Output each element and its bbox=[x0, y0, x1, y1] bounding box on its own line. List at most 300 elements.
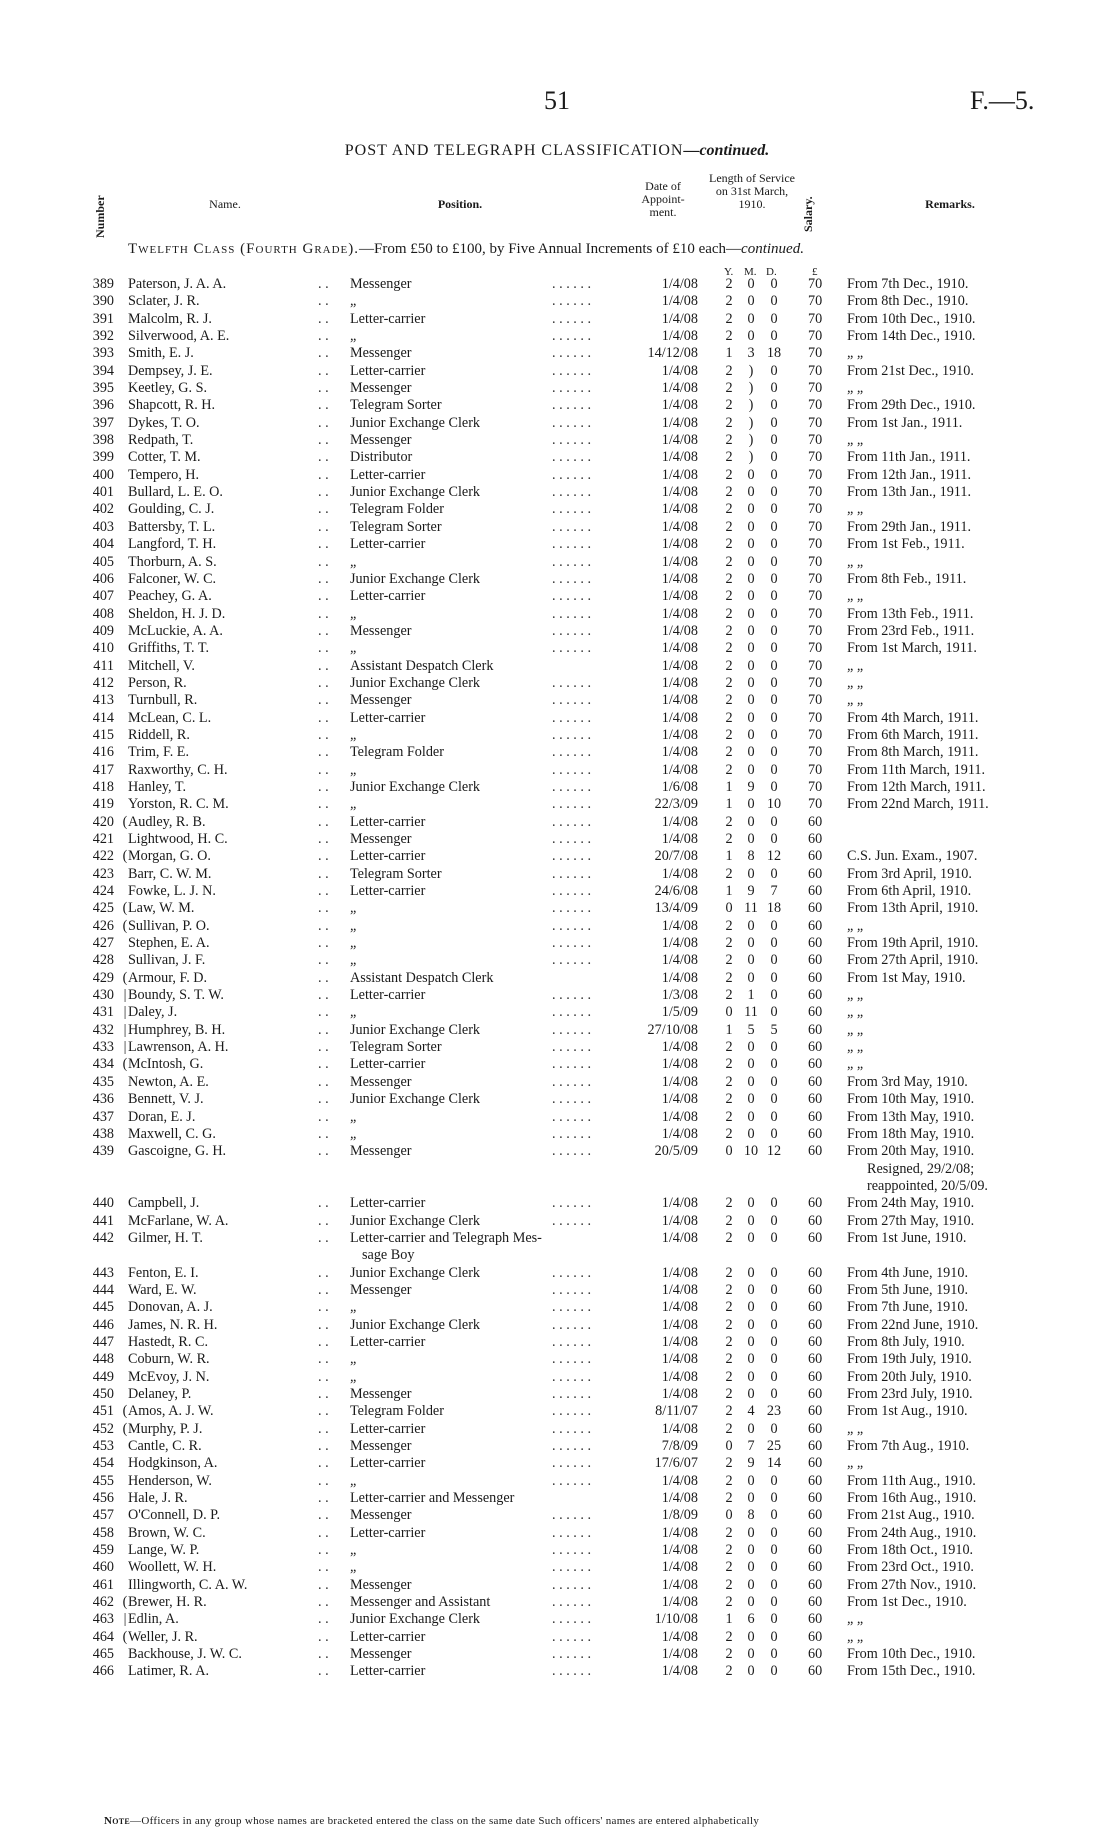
row-position: Junior Exchange Clerk bbox=[350, 484, 481, 501]
row-years: 2 bbox=[725, 1073, 733, 1090]
row-position: Letter-carrier bbox=[350, 883, 426, 900]
row-remarks: From 22nd June, 1910. bbox=[847, 1316, 979, 1333]
row-name: Hastedt, R. C. bbox=[128, 1333, 208, 1350]
table-row bbox=[0, 1421, 1114, 1438]
leader-dots: . . bbox=[318, 1281, 329, 1298]
row-salary: 60 bbox=[808, 917, 823, 934]
row-date: 1/4/08 bbox=[661, 1125, 698, 1142]
row-position: Telegram Sorter bbox=[350, 1039, 442, 1056]
leader-dots: . . bbox=[318, 1351, 329, 1368]
row-remarks: From 4th June, 1910. bbox=[847, 1264, 968, 1281]
leader-dots: . . bbox=[318, 432, 329, 449]
row-remarks: „ „ bbox=[847, 1628, 864, 1645]
row-name: Woollett, W. H. bbox=[128, 1559, 217, 1576]
row-salary: 70 bbox=[808, 709, 823, 726]
row-months: 8 bbox=[747, 848, 755, 865]
row-date: 1/4/08 bbox=[661, 1039, 698, 1056]
row-number: 432 bbox=[92, 1021, 114, 1038]
row-remarks: From 13th Feb., 1911. bbox=[847, 605, 974, 622]
row-name: Dykes, T. O. bbox=[128, 414, 200, 431]
row-position: „ bbox=[350, 640, 357, 657]
leader-dots: . . . . . . bbox=[552, 1385, 592, 1402]
leader-dots: . . . . . . bbox=[552, 1507, 592, 1524]
row-days: 0 bbox=[770, 1039, 778, 1056]
row-position: Letter-carrier bbox=[350, 813, 426, 830]
row-salary: 70 bbox=[808, 657, 823, 674]
leader-dots: . . bbox=[318, 1039, 329, 1056]
row-date: 1/4/08 bbox=[661, 1472, 698, 1489]
row-name: McLean, C. L. bbox=[128, 709, 212, 726]
row-position: „ bbox=[350, 1368, 357, 1385]
row-months: 0 bbox=[747, 1663, 755, 1680]
leader-dots: . . bbox=[318, 518, 329, 535]
row-days: 0 bbox=[770, 1073, 778, 1090]
leader-dots: . . . . . . bbox=[552, 744, 592, 761]
row-years: 2 bbox=[725, 1333, 733, 1350]
row-position: Letter-carrier bbox=[350, 709, 426, 726]
row-number: 442 bbox=[92, 1229, 114, 1246]
table-row bbox=[0, 1230, 1114, 1265]
leader-dots: . . bbox=[318, 1056, 329, 1073]
table-row bbox=[0, 1473, 1114, 1490]
row-months: 0 bbox=[747, 1559, 755, 1576]
row-date: 1/4/08 bbox=[661, 1212, 698, 1229]
table-row bbox=[0, 1559, 1114, 1576]
row-months: ) bbox=[748, 362, 754, 379]
row-date: 1/4/08 bbox=[661, 276, 698, 292]
row-position: „ bbox=[350, 1351, 357, 1368]
row-position: Junior Exchange Clerk bbox=[350, 1264, 481, 1281]
row-months: 11 bbox=[744, 900, 758, 917]
row-remarks: „ „ bbox=[847, 1039, 864, 1056]
leader-dots: . . . . . . bbox=[552, 1542, 592, 1559]
leader-dots: . . . . . . bbox=[552, 1108, 592, 1125]
row-months: 0 bbox=[747, 276, 755, 292]
row-years: 2 bbox=[725, 865, 733, 882]
row-months: 0 bbox=[747, 605, 755, 622]
row-months: 0 bbox=[747, 744, 755, 761]
table-row bbox=[0, 519, 1114, 536]
leader-dots: . . bbox=[318, 1559, 329, 1576]
row-years: 2 bbox=[725, 1385, 733, 1402]
row-number: 452 bbox=[92, 1420, 114, 1437]
row-salary: 60 bbox=[808, 935, 823, 952]
row-remarks: „ „ bbox=[847, 987, 864, 1004]
row-remarks: From 15th Dec., 1910. bbox=[847, 1663, 976, 1680]
row-salary: 60 bbox=[808, 1420, 823, 1437]
table-row bbox=[0, 484, 1114, 501]
row-date: 1/4/08 bbox=[661, 1594, 698, 1611]
row-years: 0 bbox=[725, 1143, 733, 1160]
row-date: 1/4/08 bbox=[661, 553, 698, 570]
row-bracket: ( bbox=[122, 900, 128, 917]
leader-dots: . . . . . . bbox=[552, 1420, 592, 1437]
leader-dots: . . . . . . bbox=[552, 1663, 592, 1680]
row-months: 3 bbox=[747, 345, 755, 362]
row-date: 1/4/08 bbox=[661, 692, 698, 709]
row-date: 1/10/08 bbox=[654, 1611, 698, 1628]
row-salary: 70 bbox=[808, 536, 823, 553]
row-salary: 60 bbox=[808, 1299, 823, 1316]
leader-dots: . . . . . . bbox=[552, 1472, 592, 1489]
row-position: „ bbox=[350, 1004, 357, 1021]
table-row bbox=[0, 380, 1114, 397]
row-days: 0 bbox=[770, 761, 778, 778]
row-position: „ bbox=[350, 935, 357, 952]
row-position: Messenger bbox=[350, 1438, 412, 1454]
row-name: McFarlane, W. A. bbox=[128, 1212, 229, 1229]
row-remarks: From 7th June, 1910. bbox=[847, 1299, 968, 1316]
leader-dots: . . . . . . bbox=[552, 952, 592, 969]
row-months: 0 bbox=[747, 796, 755, 813]
row-number: 466 bbox=[92, 1663, 114, 1680]
row-number: 443 bbox=[92, 1264, 114, 1281]
row-months: 0 bbox=[747, 1472, 755, 1489]
row-number: 414 bbox=[92, 709, 114, 726]
row-months: 0 bbox=[747, 1368, 755, 1385]
row-date: 1/4/08 bbox=[661, 813, 698, 830]
row-months: 10 bbox=[743, 1143, 759, 1160]
row-number: 429 bbox=[92, 969, 114, 986]
row-remarks: From 10th May, 1910. bbox=[847, 1091, 975, 1108]
row-name: McIntosh, G. bbox=[128, 1056, 204, 1073]
row-days: 0 bbox=[770, 553, 778, 570]
row-number: 405 bbox=[92, 553, 114, 570]
row-days: 0 bbox=[770, 1385, 778, 1402]
row-months: 1 bbox=[747, 987, 755, 1004]
row-remarks: From 3rd May, 1910. bbox=[847, 1073, 968, 1090]
row-salary: 60 bbox=[808, 1039, 823, 1056]
table-row bbox=[0, 1629, 1114, 1646]
row-years: 2 bbox=[725, 380, 733, 397]
row-date: 1/4/08 bbox=[661, 1333, 698, 1350]
row-months: 0 bbox=[747, 328, 755, 345]
row-number: 433 bbox=[92, 1039, 114, 1056]
leader-dots: . . bbox=[318, 640, 329, 657]
row-position: Messenger and Assistant bbox=[350, 1594, 491, 1611]
row-salary: 60 bbox=[808, 1143, 823, 1160]
leader-dots: . . bbox=[318, 1646, 329, 1663]
row-months: 0 bbox=[747, 518, 755, 535]
row-name: Ward, E. W. bbox=[128, 1281, 197, 1298]
row-salary: 70 bbox=[808, 796, 823, 813]
row-position: Messenger bbox=[350, 345, 412, 362]
row-days: 25 bbox=[766, 1438, 782, 1454]
table-row bbox=[0, 692, 1114, 709]
row-days: 0 bbox=[770, 1628, 778, 1645]
row-salary: 70 bbox=[808, 397, 823, 414]
row-years: 2 bbox=[725, 414, 733, 431]
row-name: Goulding, C. J. bbox=[128, 501, 215, 518]
row-years: 2 bbox=[725, 1195, 733, 1212]
row-name: Griffiths, T. T. bbox=[128, 640, 210, 657]
row-name: Falconer, W. C. bbox=[128, 570, 217, 587]
row-number: 438 bbox=[92, 1125, 114, 1142]
row-date: 1/4/08 bbox=[661, 1091, 698, 1108]
row-years: 2 bbox=[725, 674, 733, 691]
leader-dots: . . . . . . bbox=[552, 1316, 592, 1333]
row-years: 1 bbox=[725, 778, 733, 795]
row-remarks: From 18th Oct., 1910. bbox=[847, 1542, 974, 1559]
row-salary: 60 bbox=[808, 1455, 823, 1472]
row-days: 5 bbox=[770, 1021, 778, 1038]
table-row bbox=[0, 1646, 1114, 1663]
row-salary: 60 bbox=[808, 1646, 823, 1663]
row-number: 406 bbox=[92, 570, 114, 587]
row-days: 0 bbox=[770, 293, 778, 310]
row-days: 0 bbox=[770, 657, 778, 674]
table-row bbox=[0, 796, 1114, 813]
row-salary: 60 bbox=[808, 848, 823, 865]
row-salary: 70 bbox=[808, 466, 823, 483]
row-months: 0 bbox=[747, 1524, 755, 1541]
row-days: 0 bbox=[770, 1507, 778, 1524]
leader-dots: . . bbox=[318, 622, 329, 639]
row-days: 0 bbox=[770, 362, 778, 379]
table-row bbox=[0, 1577, 1114, 1594]
leader-dots: . . . . . . bbox=[552, 432, 592, 449]
row-years: 2 bbox=[725, 1646, 733, 1663]
leader-dots: . . . . . . bbox=[552, 709, 592, 726]
row-position: „ bbox=[350, 1299, 357, 1316]
table-row bbox=[0, 623, 1114, 640]
row-position: Junior Exchange Clerk bbox=[350, 1316, 481, 1333]
row-bracket: | bbox=[123, 1039, 127, 1056]
row-remarks: „ „ bbox=[847, 1455, 864, 1472]
row-months: 0 bbox=[747, 1594, 755, 1611]
leader-dots: . . . . . . bbox=[552, 397, 592, 414]
row-remarks: „ „ bbox=[847, 345, 864, 362]
leader-dots: . . bbox=[318, 362, 329, 379]
table-row bbox=[0, 1663, 1114, 1680]
row-months: 0 bbox=[747, 1229, 755, 1246]
row-position: Junior Exchange Clerk bbox=[350, 1611, 481, 1628]
document-title bbox=[0, 142, 1114, 160]
table-row bbox=[0, 952, 1114, 969]
table-row bbox=[0, 658, 1114, 675]
row-salary: 60 bbox=[808, 1195, 823, 1212]
leader-dots: . . bbox=[318, 536, 329, 553]
row-date: 1/4/08 bbox=[661, 952, 698, 969]
row-position: Telegram Sorter bbox=[350, 865, 442, 882]
row-salary: 60 bbox=[808, 1594, 823, 1611]
row-remarks: From 27th Nov., 1910. bbox=[847, 1576, 977, 1593]
row-salary: 70 bbox=[808, 432, 823, 449]
row-salary: 60 bbox=[808, 1351, 823, 1368]
row-date: 1/4/08 bbox=[661, 328, 698, 345]
row-number: 441 bbox=[92, 1212, 114, 1229]
row-years: 2 bbox=[725, 362, 733, 379]
row-name: Barr, C. W. M. bbox=[128, 865, 212, 882]
leader-dots: . . . . . . bbox=[552, 1594, 592, 1611]
row-position: Junior Exchange Clerk bbox=[350, 414, 481, 431]
row-remarks: „ „ bbox=[847, 1021, 864, 1038]
table-row bbox=[0, 1317, 1114, 1334]
row-date: 1/4/08 bbox=[661, 1299, 698, 1316]
row-days: 0 bbox=[770, 969, 778, 986]
row-position: Telegram Sorter bbox=[350, 518, 442, 535]
row-number: 420 bbox=[92, 813, 114, 830]
row-days: 0 bbox=[770, 1559, 778, 1576]
leader-dots: . . bbox=[318, 1125, 329, 1142]
row-days: 14 bbox=[766, 1455, 782, 1472]
row-number: 395 bbox=[92, 380, 114, 397]
row-years: 2 bbox=[725, 1039, 733, 1056]
row-name: Keetley, G. S. bbox=[128, 380, 208, 397]
row-remarks: From 13th May, 1910. bbox=[847, 1108, 975, 1125]
row-years: 2 bbox=[725, 969, 733, 986]
leader-dots: . . . . . . bbox=[552, 1021, 592, 1038]
row-name: Newton, A. E. bbox=[128, 1073, 209, 1090]
row-salary: 70 bbox=[808, 310, 823, 327]
row-days: 0 bbox=[770, 865, 778, 882]
row-salary: 70 bbox=[808, 380, 823, 397]
leader-dots: . . bbox=[318, 1021, 329, 1038]
row-salary: 60 bbox=[808, 1490, 823, 1507]
row-salary: 70 bbox=[808, 276, 823, 292]
leader-dots: . . bbox=[318, 952, 329, 969]
class-heading bbox=[128, 241, 804, 258]
row-number: 464 bbox=[92, 1628, 114, 1645]
footnote-text: —Officers in any group whose names are bracketed entered the class on the same date Such officers' names are entered alphabetically bbox=[130, 1815, 760, 1827]
table-row bbox=[0, 1334, 1114, 1351]
row-days: 0 bbox=[770, 1333, 778, 1350]
row-months: 0 bbox=[747, 1073, 755, 1090]
column-header-service: Length of Service on 31st March, 1910. bbox=[709, 171, 795, 211]
leader-dots: . . . . . . bbox=[552, 553, 592, 570]
table-row bbox=[0, 328, 1114, 345]
row-number: 418 bbox=[92, 778, 114, 795]
row-remarks: From 8th March, 1911. bbox=[847, 744, 979, 761]
row-years: 2 bbox=[725, 987, 733, 1004]
page-reference: F.—5. bbox=[970, 86, 1035, 115]
row-days: 12 bbox=[766, 1143, 782, 1160]
row-years: 0 bbox=[725, 1004, 733, 1021]
row-years: 2 bbox=[725, 1056, 733, 1073]
row-position: Messenger bbox=[350, 276, 412, 292]
row-years: 1 bbox=[725, 1021, 733, 1038]
row-name: Mitchell, V. bbox=[128, 657, 195, 674]
row-date: 1/4/08 bbox=[661, 1108, 698, 1125]
table-row bbox=[0, 606, 1114, 623]
row-remarks: „ „ bbox=[847, 674, 864, 691]
leader-dots: . . . . . . bbox=[552, 640, 592, 657]
row-days: 0 bbox=[770, 276, 778, 292]
row-name: Fenton, E. I. bbox=[128, 1264, 199, 1281]
row-salary: 70 bbox=[808, 744, 823, 761]
row-months: 9 bbox=[747, 1455, 755, 1472]
row-date: 1/4/08 bbox=[661, 831, 698, 847]
row-date: 1/4/08 bbox=[661, 969, 698, 986]
row-date: 8/11/07 bbox=[655, 1403, 698, 1420]
row-days: 0 bbox=[770, 1576, 778, 1593]
row-remarks: From 20th May, 1910. bbox=[847, 1143, 975, 1160]
row-name: Campbell, J. bbox=[128, 1195, 200, 1212]
leader-dots: . . bbox=[318, 1299, 329, 1316]
row-name: Armour, F. D. bbox=[128, 969, 208, 986]
row-days: 0 bbox=[770, 1490, 778, 1507]
table-row bbox=[0, 1195, 1114, 1212]
row-position: Letter-carrier bbox=[350, 1333, 426, 1350]
leader-dots: . . bbox=[318, 813, 329, 830]
leader-dots: . . . . . . bbox=[552, 883, 592, 900]
row-remarks: „ „ bbox=[847, 917, 864, 934]
row-date: 1/4/08 bbox=[661, 397, 698, 414]
row-remarks: „ „ bbox=[847, 553, 864, 570]
table-row bbox=[0, 1299, 1114, 1316]
row-days: 0 bbox=[770, 674, 778, 691]
row-date: 1/4/08 bbox=[661, 414, 698, 431]
row-position: Telegram Sorter bbox=[350, 397, 442, 414]
row-bracket: ( bbox=[122, 1594, 128, 1611]
row-name: Sclater, J. R. bbox=[128, 293, 200, 310]
row-months: 0 bbox=[747, 588, 755, 605]
row-position: „ bbox=[350, 952, 357, 969]
row-days: 0 bbox=[770, 449, 778, 466]
row-months: 0 bbox=[747, 640, 755, 657]
row-remarks: From 1st Feb., 1911. bbox=[847, 536, 965, 553]
row-position: Messenger bbox=[350, 1281, 412, 1298]
row-name: Trim, F. E. bbox=[128, 744, 190, 761]
row-date: 1/4/08 bbox=[661, 293, 698, 310]
leader-dots: . . bbox=[318, 310, 329, 327]
leader-dots: . . bbox=[318, 917, 329, 934]
leader-dots: . . bbox=[318, 570, 329, 587]
row-number: 416 bbox=[92, 744, 114, 761]
table-row bbox=[0, 536, 1114, 553]
row-salary: 60 bbox=[808, 1524, 823, 1541]
row-salary: 60 bbox=[808, 1576, 823, 1593]
row-years: 1 bbox=[725, 883, 733, 900]
row-days: 0 bbox=[770, 935, 778, 952]
row-days: 0 bbox=[770, 570, 778, 587]
table-row bbox=[0, 397, 1114, 414]
row-number: 439 bbox=[92, 1143, 114, 1160]
row-remarks: „ „ bbox=[847, 1004, 864, 1021]
row-years: 2 bbox=[725, 1299, 733, 1316]
row-salary: 60 bbox=[808, 952, 823, 969]
row-number: 399 bbox=[92, 449, 114, 466]
row-months: 4 bbox=[747, 1403, 755, 1420]
row-date: 1/4/08 bbox=[661, 935, 698, 952]
row-years: 2 bbox=[725, 1091, 733, 1108]
row-date: 1/4/08 bbox=[661, 1490, 698, 1507]
table-row bbox=[0, 467, 1114, 484]
row-position: „ bbox=[350, 917, 357, 934]
row-months: 0 bbox=[747, 813, 755, 830]
row-name: McEvoy, J. N. bbox=[128, 1368, 210, 1385]
row-name: Hanley, T. bbox=[128, 778, 187, 795]
leader-dots: . . . . . . bbox=[552, 536, 592, 553]
row-months: 0 bbox=[747, 1351, 755, 1368]
row-position: Telegram Folder bbox=[350, 501, 444, 518]
row-months: 0 bbox=[747, 553, 755, 570]
row-salary: 70 bbox=[808, 328, 823, 345]
table-row bbox=[0, 1525, 1114, 1542]
row-days: 0 bbox=[770, 1663, 778, 1680]
leader-dots: . . bbox=[318, 987, 329, 1004]
table-row bbox=[0, 449, 1114, 466]
row-name: Audley, R. B. bbox=[128, 813, 206, 830]
leader-dots: . . bbox=[318, 1455, 329, 1472]
leader-dots: . . bbox=[318, 1316, 329, 1333]
row-name: Backhouse, J. W. C. bbox=[128, 1646, 242, 1663]
row-position: „ bbox=[350, 1559, 357, 1576]
row-years: 1 bbox=[725, 345, 733, 362]
row-days: 0 bbox=[770, 605, 778, 622]
row-remarks: From 13th Jan., 1911. bbox=[847, 484, 972, 501]
leader-dots: . . bbox=[318, 1212, 329, 1229]
